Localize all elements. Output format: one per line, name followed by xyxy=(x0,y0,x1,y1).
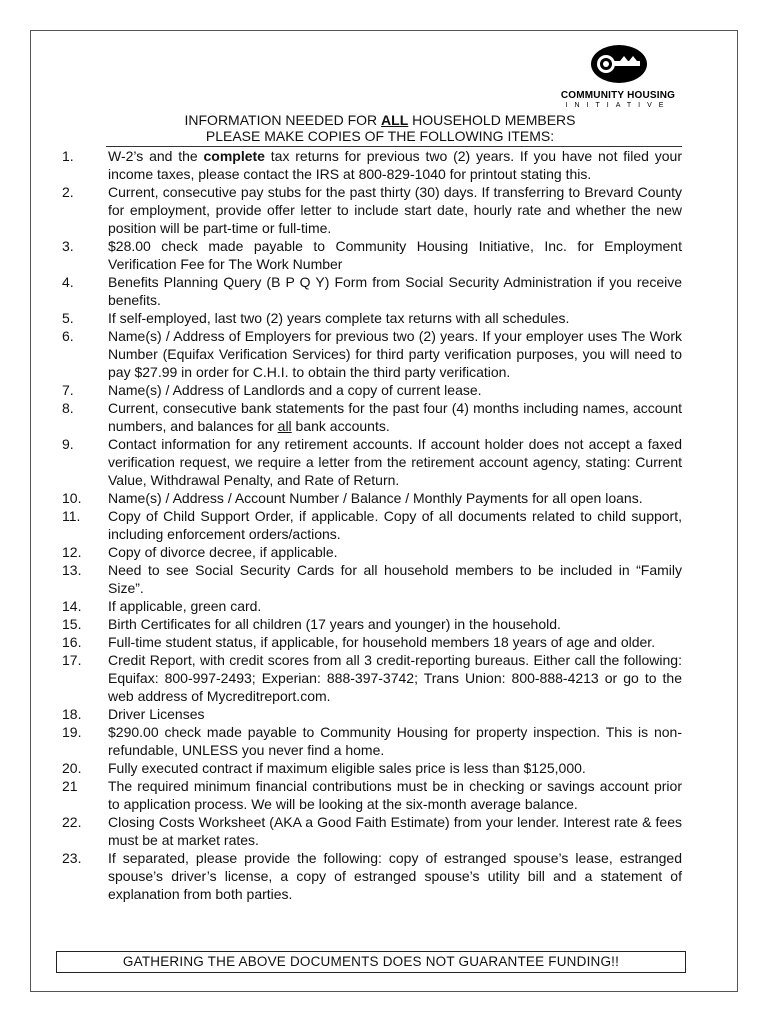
list-item xyxy=(62,813,682,849)
item-text: Fully executed contract if maximum eligible sales price is less than $125,000. xyxy=(108,760,586,776)
item-number: 10. xyxy=(62,490,82,506)
item-number: 9. xyxy=(62,436,74,452)
list-item xyxy=(62,705,682,723)
funding-notice: GATHERING THE ABOVE DOCUMENTS DOES NOT GUARANTEE FUNDING!! xyxy=(56,951,686,973)
item-text: The required minimum financial contributions must be in checking or savings account prior to application process. We will be looking at the six-month average balance. xyxy=(108,778,682,812)
item-text: Need to see Social Security Cards for all household members to be included in “Family Size”. xyxy=(108,562,682,596)
item-number: 15. xyxy=(62,616,82,632)
list-item xyxy=(62,723,682,759)
item-text-bold: complete xyxy=(203,148,265,164)
list-item xyxy=(62,183,682,237)
item-number: 23. xyxy=(62,850,82,866)
list-item xyxy=(62,273,682,309)
list-item xyxy=(62,507,682,543)
item-text-pre: Current, consecutive bank statements for the past four (4) months including names, account numbers, and balances for xyxy=(108,400,682,434)
item-number: 2. xyxy=(62,184,74,200)
item-number: 7. xyxy=(62,382,74,398)
key-house-logo-icon xyxy=(590,44,648,84)
list-item xyxy=(62,633,682,651)
list-item xyxy=(62,651,682,705)
list-item xyxy=(62,489,682,507)
item-text: If separated, please provide the following: copy of estranged spouse’s lease, estranged spouse’s driver’s license, a copy of estranged spouse’s utility bill and a statement of explanation from both parties. xyxy=(108,850,682,902)
item-text: Full-time student status, if applicable, for household members 18 years of age and older. xyxy=(108,634,656,650)
logo-name: COMMUNITY HOUSING xyxy=(560,90,676,101)
item-text-post: bank accounts. xyxy=(291,418,390,434)
item-text: $28.00 check made payable to Community Housing Initiative, Inc. for Employment Verification Fee for The Work Number xyxy=(108,238,682,272)
item-number: 13. xyxy=(62,562,82,578)
list-item xyxy=(62,777,682,813)
list-item xyxy=(62,543,682,561)
list-item xyxy=(62,399,682,435)
item-text: Driver Licenses xyxy=(108,706,205,722)
community-housing-logo xyxy=(548,44,688,110)
item-number: 17. xyxy=(62,652,82,668)
item-text: $290.00 check made payable to Community Housing for property inspection. This is non-refundable, UNLESS you never find a home. xyxy=(108,724,682,758)
item-text: Benefits Planning Query (B P Q Y) Form from Social Security Administration if you receive benefits. xyxy=(108,274,682,308)
item-number: 6. xyxy=(62,328,74,344)
item-number: 12. xyxy=(62,544,82,560)
item-text: Closing Costs Worksheet (AKA a Good Faith Estimate) from your lender. Interest rate & fees must be at market rates. xyxy=(108,814,682,848)
heading-line-1 xyxy=(60,112,700,128)
item-text-post: tax returns for previous two (2) years. If you have not filed your income taxes, please contact the IRS at 800-829-1040 for printout stating this. xyxy=(108,148,682,182)
item-text xyxy=(108,147,682,183)
item-number: 8. xyxy=(62,400,74,416)
logo-subtitle: INITIATIVE xyxy=(565,102,671,109)
item-text: Current, consecutive pay stubs for the past thirty (30) days. If transferring to Brevard County for employment, provide offer letter to include start date, hourly rate and whether the new position will be part-time or full-time. xyxy=(108,184,682,236)
heading-line-2: PLEASE MAKE COPIES OF THE FOLLOWING ITEMS: xyxy=(205,128,555,144)
item-number: 20. xyxy=(62,760,82,776)
item-text: If self-employed, last two (2) years complete tax returns with all schedules. xyxy=(108,310,570,326)
item-text: Name(s) / Address of Landlords and a copy of current lease. xyxy=(108,382,482,398)
item-text: Name(s) / Address / Account Number / Balance / Monthly Payments for all open loans. xyxy=(108,490,643,506)
item-number: 16. xyxy=(62,634,82,650)
item-number: 18. xyxy=(62,706,82,722)
list-item xyxy=(62,849,682,903)
item-number: 4. xyxy=(62,274,74,290)
item-number: 11. xyxy=(62,508,81,524)
heading-line-1-post: HOUSEHOLD MEMBERS xyxy=(408,112,576,128)
list-item xyxy=(62,237,682,273)
item-number: 19. xyxy=(62,724,82,740)
item-number: 5. xyxy=(62,310,74,326)
list-item xyxy=(62,597,682,615)
item-number: 14. xyxy=(62,598,82,614)
item-text: Birth Certificates for all children (17 years and younger) in the household. xyxy=(108,616,561,632)
item-text: Contact information for any retirement accounts. If account holder does not accept a faxed verification request, we require a letter from the retirement account agency, stating: Current Value, Withdrawal Penalty, and Rate of Return. xyxy=(108,436,682,488)
list-item xyxy=(62,759,682,777)
item-text: If applicable, green card. xyxy=(108,598,262,614)
item-text-pre: W-2’s and the xyxy=(108,148,204,164)
item-number: 21 xyxy=(62,778,78,794)
list-item xyxy=(62,147,682,183)
list-item xyxy=(62,435,682,489)
item-number: 22. xyxy=(62,814,82,830)
heading-line-1-emphasis: ALL xyxy=(381,112,409,128)
item-text xyxy=(108,399,682,435)
list-item xyxy=(62,561,682,597)
item-text: Credit Report, with credit scores from all 3 credit-reporting bureaus. Either call the following: Equifax: 800-997-2493; Experian: 888-397-3742; Trans Union: 800-888-4213 or go to the web address of Mycreditreport.com. xyxy=(108,652,682,704)
list-item xyxy=(62,381,682,399)
item-text: Name(s) / Address of Employers for previous two (2) years. If your employer uses The Work Number (Equifax Verification Services) for third party verification purposes, you will need to pay $27.99 in order for C.H.I. to obtain the third party verification. xyxy=(108,328,682,380)
heading-line-1-pre: INFORMATION NEEDED FOR xyxy=(184,112,382,128)
requirements-list xyxy=(62,147,682,903)
list-item xyxy=(62,327,682,381)
item-number: 3. xyxy=(62,238,74,254)
item-number: 1. xyxy=(62,148,74,164)
item-text: Copy of divorce decree, if applicable. xyxy=(108,544,338,560)
list-item xyxy=(62,309,682,327)
item-text: Copy of Child Support Order, if applicable. Copy of all documents related to child support, including enforcement orders/actions. xyxy=(108,508,682,542)
item-text-underline: all xyxy=(277,418,292,434)
list-item xyxy=(62,615,682,633)
